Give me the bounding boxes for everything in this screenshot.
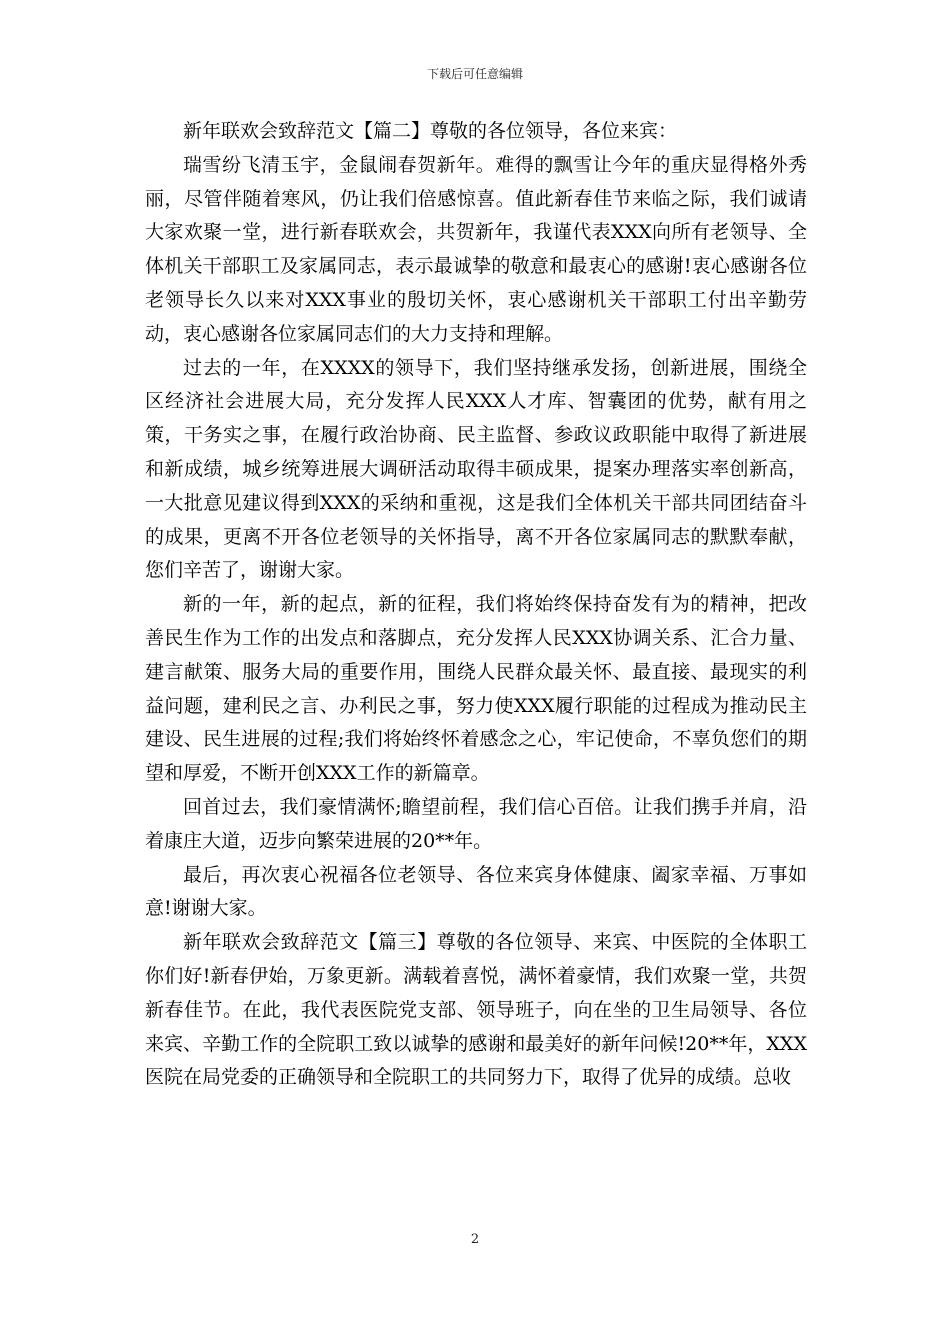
paragraph: 瑞雪纷飞清玉宇，金鼠闹春贺新年。难得的飘雪让今年的重庆显得格外秀丽，尽管伴随着寒风，仍让我们倍感惊喜。值此新春佳节来临之际，我们诚请大家欢聚一堂，进行新春联欢会，共贺新年，我谨代表XXX向所有老领导、全体机关干部职工及家属同志，表示最诚挚的敬意和最衷心的感谢!衷心感谢各位老领导长久以来对XXX事业的殷切关怀，衷心感谢机关干部职工付出辛勤劳动，衷心感谢各位家属同志们的大力支持和理解。 — [145, 153, 807, 345]
paragraph: 新年联欢会致辞范文【篇二】尊敬的各位领导，各位来宾： — [183, 120, 678, 142]
paragraph: 最后，再次衷心祝福各位老领导、各位来宾身体健康、阖家幸福、万事如意!谢谢大家。 — [145, 863, 807, 920]
page-header-note: 下载后可任意编辑 — [426, 67, 523, 81]
paragraph: 新年联欢会致辞范文【篇三】尊敬的各位领导、来宾、中医院的全体职工你们好!新春伊始，万象更新。满载着喜悦，满怀着豪情，我们欢聚一堂，共贺新春佳节。在此，我代表医院党支部、领导班子，向在坐的卫生局领导、各位来宾、辛勤工作的全院职工致以诚挚的感谢和最美好的新年问候!20**年，XXX医院在局党委的正确领导和全院职工的共同努力下，取得了优异的成绩。总收 — [145, 931, 807, 1089]
paragraph: 过去的一年，在XXXX的领导下，我们坚持继承发扬，创新进展，围绕全区经济社会进展大局，充分发挥人民XXX人才库、智囊团的优势，献有用之策，干务实之事，在履行政治协商、民主监督、参政议政职能中取得了新进展和新成绩，城乡统筹进展大调研活动取得丰硕成果，提案办理落实率创新高，一大批意见建议得到XXX的采纳和重视，这是我们全体机关干部共同团结奋斗的成果，更离不开各位老领导的关怀指导，离不开各位家属同志的默默奉献，您们辛苦了，谢谢大家。 — [145, 356, 807, 582]
paragraph: 回首过去，我们豪情满怀;瞻望前程，我们信心百倍。让我们携手并肩，沿着康庄大道，迈步向繁荣进展的20**年。 — [145, 795, 807, 852]
document-body — [145, 115, 807, 1095]
paragraph: 新的一年，新的起点，新的征程，我们将始终保持奋发有为的精神，把改善民生作为工作的出发点和落脚点，充分发挥人民XXX协调关系、汇合力量、建言献策、服务大局的重要作用，围绕人民群众最关怀、最直接、最现实的利益问题，建利民之言、办利民之事，努力使XXX履行职能的过程成为推动民主建设、民生进展的过程;我们将始终怀着感念之心，牢记使命，不辜负您们的期望和厚爱，不断开创XXX工作的新篇章。 — [145, 593, 807, 785]
page-number: 2 — [470, 1232, 480, 1247]
